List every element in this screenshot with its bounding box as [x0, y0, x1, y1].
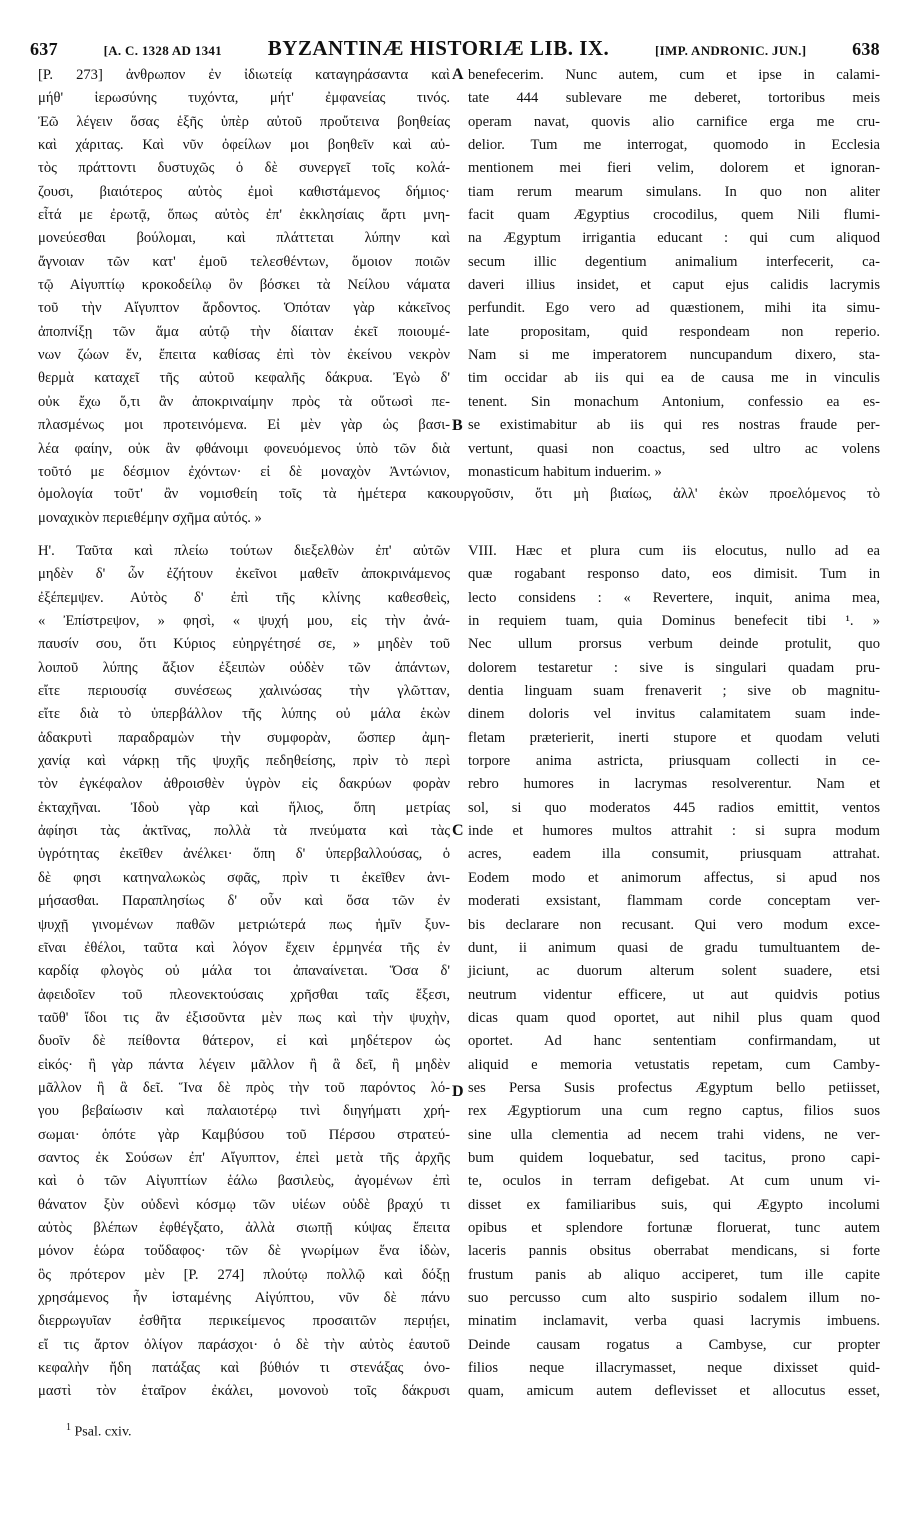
- text-line: [P. 273] ἀνθρωπον ἐν ἰδιωτείᾳ καταγηράσαντα καὶ: [38, 67, 450, 83]
- text-line: perfundit. Ego vero ad quæstionem, mihi ita simu-: [468, 300, 880, 317]
- margin-marker-a: A: [452, 66, 464, 83]
- text-line: τὸς πράττοντι δυστυχῶς ὁ δὲ συνεργεῖ τοῖς κολά-: [38, 160, 450, 177]
- text-line: delior. Tum me interrogat, quomodo in Ecclesia: [468, 137, 880, 154]
- text-line: late propositam, quid respondeam non reperio.: [468, 323, 880, 340]
- footnote: [66, 1422, 132, 1441]
- text-line: bis declarare non recusant. Qui vero modum exce-: [468, 916, 880, 933]
- text-line: tenent. Sin monachum Antonium, confessio ea es-: [468, 393, 880, 410]
- margin-marker-c: C: [452, 822, 464, 839]
- text-line: filios neque illacrymasset, neque dixisset quid-: [468, 1360, 880, 1377]
- text-line: jiciunt, ac duorum alterum solent suadere, etsi: [468, 963, 880, 980]
- text-line: ψυχῇ γινομένων παθῶν μετριώτερά πως ἡμῖν ξυν-: [38, 916, 450, 933]
- text-line: opibus et splendore fortunæ floruerat, tunc autem: [468, 1219, 880, 1236]
- text-line: σωμαι· ὁπότε γὰρ Καμβύσου τοῦ Πέρσου στρατεύ-: [38, 1126, 450, 1143]
- text-line: χανίᾳ καὶ νάρκῃ τῆς ψυχῆς πεδηθείσης, πρὶν τὸ περὶ: [38, 753, 450, 770]
- text-line: θερμὰ καταχεῖ τῆς αὐτοῦ κεφαλῆς δάκρυα. Ἐγὼ δ': [38, 370, 450, 387]
- text-line: γου βεβαίωσιν καὶ παλαιοτέρῳ τινὶ διηγήματι χρή-: [38, 1103, 450, 1120]
- text-line: εἰκός· ἢ γὰρ πάντα λέγειν μᾶλλον ἢ ἃ δεῖ, ἢ μηδὲν: [38, 1056, 450, 1073]
- text-line: λοιποῦ λύπης ἄξιον ἐξειπὼν οὐδὲν τῶν ἁπάντων,: [38, 659, 450, 676]
- text-line: καρδίᾳ φλογὸς οὐ μάλα τοι ἀπαναίνεται. Ὅσα δ': [38, 963, 450, 980]
- page-number-left: 637: [30, 39, 58, 59]
- margin-marker-b: B: [452, 417, 463, 434]
- text-line: « Ἐπίστρεψον, » φησὶ, « ψυχή μου, εἰς τὴν ἀνά-: [38, 613, 450, 630]
- text-line: facit quam Ægyptius crocodilus, quem Nili flumi-: [468, 207, 880, 224]
- greek-spanning-line-end: μοναχικὸν περιεθέμην σχῆμα αὐτός. »: [38, 510, 262, 526]
- text-line: μόνον ἑώρα τοὔδαφος· τῶν δὲ γνωρίμων ἕνα ἰδὼν,: [38, 1243, 450, 1260]
- greek-spanning-line: ὁμολογία τοῦτ' ἂν νομισθείη τοῖς τὰ ἡμέτερα κακουργοῦσιν, ὅτι μὴ βιαίως, ἀλλ' ἑκὼν προελόμενος τὸ: [38, 486, 880, 502]
- text-line: quam, amicum autem deflevisset et allocutus esset,: [468, 1383, 880, 1400]
- text-line: disset ex familiaribus suis, qui Ægypto incolumi: [468, 1196, 880, 1213]
- text-line: ἐκταχῆναι. Ἰδοὺ γὰρ καὶ ἥλιος, ὅπη μετρίας: [38, 799, 450, 816]
- footnote-number: 1: [66, 1422, 71, 1433]
- text-line: tim occidar ab iis qui ea de causa me in vinculis: [468, 370, 880, 387]
- text-line: te, oculos in terram defigebat. At cum unum vi-: [468, 1173, 880, 1190]
- text-line: σαντος ἐκ Σούσων ἐπ' Αἴγυπτον, ἐπεὶ μετὰ τῆς ἀρχῆς: [38, 1149, 450, 1166]
- text-line: ταῦθ' ἴδοι τις ἂν ἐξισοῦντα μὲν πως καὶ τὴν ψυχὴν,: [38, 1009, 450, 1026]
- text-line: ἀποπνίξῃ τῶν ἅμα αὐτῷ τὴν δίαιταν ἐκεῖ ποιουμέ-: [38, 323, 450, 340]
- greek-column-top: [38, 64, 450, 484]
- text-line: τοῦτό με δέσμιον ἐχόντων· εἰ δὲ μοναχὸν Ἀντώνιον,: [38, 463, 450, 480]
- text-line: Η'. Ταῦτα καὶ πλείω τούτων διεξελθὼν ἐπ' αὐτῶν: [38, 543, 450, 559]
- text-line: τοῦ τὴν Αἴγυπτον ἄρδοντος. Ὁπόταν γὰρ κἀκεῖνος: [38, 300, 450, 317]
- text-line: suo percusso cum alto suspirio sodalem illum no-: [468, 1290, 880, 1306]
- text-line: Deinde causam rogatus a Cambyse, cur propter: [468, 1336, 880, 1353]
- page-number-right: 638: [852, 39, 880, 59]
- text-line: εἶτά με ἐρωτᾷ, ὅπως αὐτὸς ἐπ' ἐκκλησίαις ἄρτι μνη-: [38, 207, 450, 224]
- text-line: διερρωγυῖαν ἐσθῆτα περικείμενος προσαιτῶν περιῄει,: [38, 1313, 450, 1330]
- text-line: neutrum videntur efficere, ut aut quidvis potius: [468, 986, 880, 1003]
- text-line: dolorem testaretur : sive is singulari quadam pru-: [468, 659, 880, 676]
- text-line: τῷ Αἰγυπτίῳ κροκοδείλῳ ὃν βόσκει τὰ Νείλου νάματα: [38, 277, 450, 294]
- text-line: δυοῖν δὲ πείθοντα θάτερον, εἰ καὶ μηδέτερον ὡς: [38, 1033, 450, 1050]
- text-line: πλασμένως μοι προτεινόμενα. Εἰ μὲν γὰρ ὡς βασι-: [38, 417, 450, 434]
- text-line: Ἐῶ λέγειν ὅσας ἑξῆς ὑπὲρ αὐτοῦ προὔτεινα βοηθείας: [38, 113, 450, 130]
- text-line: μονεύεσθαι βούλομαι, καὶ πλάττεται λύπην καὶ: [38, 230, 450, 247]
- text-line: ὑγρότητας ἐκεῖθεν ἀνέλκει· ὅπη δ' ὑπερβαλλούσας, ὁ: [38, 846, 450, 863]
- text-line: μηδὲν δ' ὧν ἐζήτουν ἐκεῖνοι μαθεῖν ἀποκρινάμενος: [38, 566, 450, 583]
- latin-column-bottom: [468, 540, 880, 1404]
- text-line: sine ulla clementia ad necem trahi videns, ne ver-: [468, 1126, 880, 1143]
- text-line: quæ rogabant responso dato, eos dimisit. Tum in: [468, 566, 880, 583]
- text-line: Nec ullum prorsus verbum deinde protulit, quo: [468, 636, 880, 653]
- text-line: δὲ φησι κατηναλωκὼς σφᾶς, πρὶν τι ἐκεῖθεν ἀνι-: [38, 869, 450, 886]
- text-line: μήθ' ἱερωσύνης τυχόντα, μήτ' ἐμφανείας τινός.: [38, 90, 450, 107]
- text-line: θάνατον ξὺν οὐδενὶ κόσμῳ τῶν υἱέων οὐδὲ βραχύ τι: [38, 1196, 450, 1213]
- text-line: dentia linguam suam frenaverit ; sive ob magnitu-: [468, 683, 880, 700]
- header-imprint: [IMP. ANDRONIC. JUN.]: [655, 43, 807, 58]
- text-line: daveri illius insidet, et caput ejus calidis lacrymis: [468, 277, 880, 294]
- text-line: Nam si me imperatorem nuncupandum dixero, sta-: [468, 347, 880, 364]
- text-line: οὐκ ἔχω ὅ,τι ἂν ἀποκριναίμην πρὸς τὰ οὕτωσὶ πε-: [38, 393, 450, 410]
- text-line: tate 444 sublevare me deberet, tortoribus meis: [468, 90, 880, 107]
- text-line: aliquid e memoria vetustatis repetam, cum Camby-: [468, 1056, 880, 1073]
- header-title: BYZANTINÆ HISTORIÆ LIB. IX.: [267, 36, 610, 60]
- text-line: laceris pannis obsitus oberrabat mendicans, si forte: [468, 1243, 880, 1260]
- text-line: bum quidem loquebatur, sed tacitus, prono capi-: [468, 1149, 880, 1166]
- text-line: εῖναι ἐθέλοι, ταῦτα καὶ λόγον ἔχειν ἑρμηνέα τῆς ἐν: [38, 939, 450, 956]
- text-line: ἐξέπεμψεν. Αὐτὸς δ' ἐπὶ τῆς κλίνης καθεσθεὶς,: [38, 589, 450, 606]
- margin-marker-d: D: [452, 1083, 464, 1100]
- text-line: dunt, ii animum quasi de gradu tumultuantem de-: [468, 939, 880, 956]
- text-line: ἀφίησι τὰς ἀκτῖνας, πολλὰ τὰ πνεύματα καὶ τὰς: [38, 823, 450, 840]
- text-line: εἴτε διὰ τὸ ὑπερβάλλον τῆς λύπης οὐ μάλα ἑκὼν: [38, 706, 450, 723]
- text-line: ses Persa Susis profectus Ægyptum bello petiisset,: [468, 1079, 880, 1096]
- text-line: moderati exsistant, flammam corde conceptam ver-: [468, 893, 880, 910]
- text-line: μᾶλλον ἢ ἃ δεῖ. Ἵνα δὲ πρὸς τὴν τοῦ παρόντος λό-: [38, 1079, 450, 1096]
- text-line: operam navat, quovis alio carnifice erga me cru-: [468, 113, 880, 130]
- text-line: fletam præterierit, inerti stupore et quodam veluti: [468, 729, 880, 746]
- text-line: se existimabitur ab iis qui res nostras fraude per-: [468, 417, 880, 434]
- running-header: [30, 36, 880, 60]
- text-line: εἴ τις ἄρτον ὀλίγον παράσχοι· ὁ δὲ τὴν αὐτὸς ἑαυτοῦ: [38, 1336, 450, 1353]
- text-line: VIII. Hæc et plura cum iis elocutus, nullo ad ea: [468, 543, 880, 559]
- text-line: na Ægyptum irrigantia educant : qui cum aliquod: [468, 230, 880, 247]
- text-line: Eodem modo et animorum affectus, si apud nos: [468, 869, 880, 886]
- text-line: rex Ægyptiorum una cum regno captus, filios suos: [468, 1103, 880, 1120]
- text-line: minatim inclamavit, verba quasi lacrymis imbuens.: [468, 1313, 880, 1330]
- text-line: τὸν ἐγκέφαλον ἀθροισθὲν ὑγρὸν εἰς δακρύων φορὰν: [38, 776, 450, 793]
- text-line: dicas quam quod oportet, aut nihil plus quam quod: [468, 1009, 880, 1026]
- text-line: νων ζώων ἕν, ἔπειτα καθίσας ἐπὶ τὸν ἐκείνου νεκρὸν: [38, 347, 450, 364]
- text-line: in requiem tuam, quia Dominus benefecit tibi ¹. »: [468, 613, 880, 630]
- text-line: tiam rerum mearum simulans. In quo non aliter: [468, 183, 880, 200]
- text-line: μαστὶ τὸν ἑταῖρον ἐκάλει, μονονοὺ τοῖς δάκρυσι: [38, 1383, 450, 1400]
- text-line: oportet. Ad hanc sententiam confirmandam, ut: [468, 1033, 880, 1050]
- text-line: κεφαλὴν ἤδη πατάξας καὶ βύθιόν τι στενάξας ὀνο-: [38, 1360, 450, 1377]
- text-line: mentionem mei fieri velim, dolorem et ignoran-: [468, 160, 880, 177]
- text-line: αὐτὸς βλέπων ἐφθέγξατο, ἀλλὰ σιωπῇ κύψας ἔπειτα: [38, 1219, 450, 1236]
- text-line: benefecerim. Nunc autem, cum et ipse in calami-: [468, 67, 880, 83]
- text-line: καὶ ὁ τῶν Αἰγυπτίων ἑάλω βασιλεὺς, ἀγομένων ἐπὶ: [38, 1173, 450, 1190]
- text-line: sol, si quo moderatos 445 radios emittit, ventos: [468, 799, 880, 816]
- text-line: ζουσι, βιαιότερος αὐτὸς ἐμοὶ καθιστάμενος δήμιος·: [38, 183, 450, 200]
- latin-column-top: [468, 64, 880, 484]
- text-line: ἀδακρυτὶ παραδραμὼν τὴν συμφορὰν, ὥσπερ ἀμη-: [38, 729, 450, 746]
- text-line: ἄγνοιαν τῶν κατ' ἐμοῦ τελεσθέντων, ὅμοιον ποιῶν: [38, 253, 450, 270]
- text-line: secum illic degentium animalium interfecerit, ca-: [468, 253, 880, 270]
- text-line: ὃς πρότερον μὲν [P. 274] πλούτῳ πολλῷ καὶ δόξῃ: [38, 1266, 450, 1283]
- text-line: monasticum habitum induerim. »: [468, 463, 662, 480]
- text-line: vertunt, quasi non coactus, sed ultro ac volens: [468, 440, 880, 457]
- text-line: acres, eadem illa consumit, priusquam attrahat.: [468, 846, 880, 863]
- text-line: torpore anima astricta, priusquam collecti in ce-: [468, 753, 880, 770]
- text-line: lecto considens : « Revertere, inquit, anima mea,: [468, 589, 880, 606]
- text-line: rebro humores in lacrymas resolverentur. Nam et: [468, 776, 880, 793]
- header-date-range: [A. C. 1328 AD 1341: [103, 43, 222, 58]
- text-line: καὶ χάριτας. Καὶ νῦν ὀφείλων μοι βοηθεῖν καὶ αὐ-: [38, 137, 450, 154]
- text-line: εἴτε περιουσίᾳ συνέσεως χαλινώσας τὴν γλῶτταν,: [38, 683, 450, 700]
- footnote-text: Psal. cxiv.: [74, 1424, 132, 1440]
- greek-column-bottom: [38, 540, 450, 1404]
- text-line: frustum panis ab aliquo acciperet, tum ille capite: [468, 1266, 880, 1283]
- text-line: λέα φαίην, οὐκ ἂν φθάνοιμι φονευόμενος ὑπὸ τῶν διὰ: [38, 440, 450, 457]
- text-line: dinem doloris vel invitus calamitatem suam inde-: [468, 706, 880, 723]
- text-line: μήσασθαι. Παραπλησίως δ' οὖν καὶ ὅσα τῶν ἐν: [38, 893, 450, 910]
- text-line: παυσίν σου, ὅτι Κύριος εὐηργέτησέ σε, » μηδὲν τοῦ: [38, 636, 450, 653]
- text-line: inde et humores multos attrahit : si supra modum: [468, 823, 880, 840]
- text-line: ἀφειδοῖεν τοῦ πλεονεκτούσαις χρῆσθαι ταῖς ἕξεσι,: [38, 986, 450, 1003]
- text-line: χρησάμενος ἦν ἱσταμένης Αἰγύπτου, νῦν δὲ πάνυ: [38, 1290, 450, 1306]
